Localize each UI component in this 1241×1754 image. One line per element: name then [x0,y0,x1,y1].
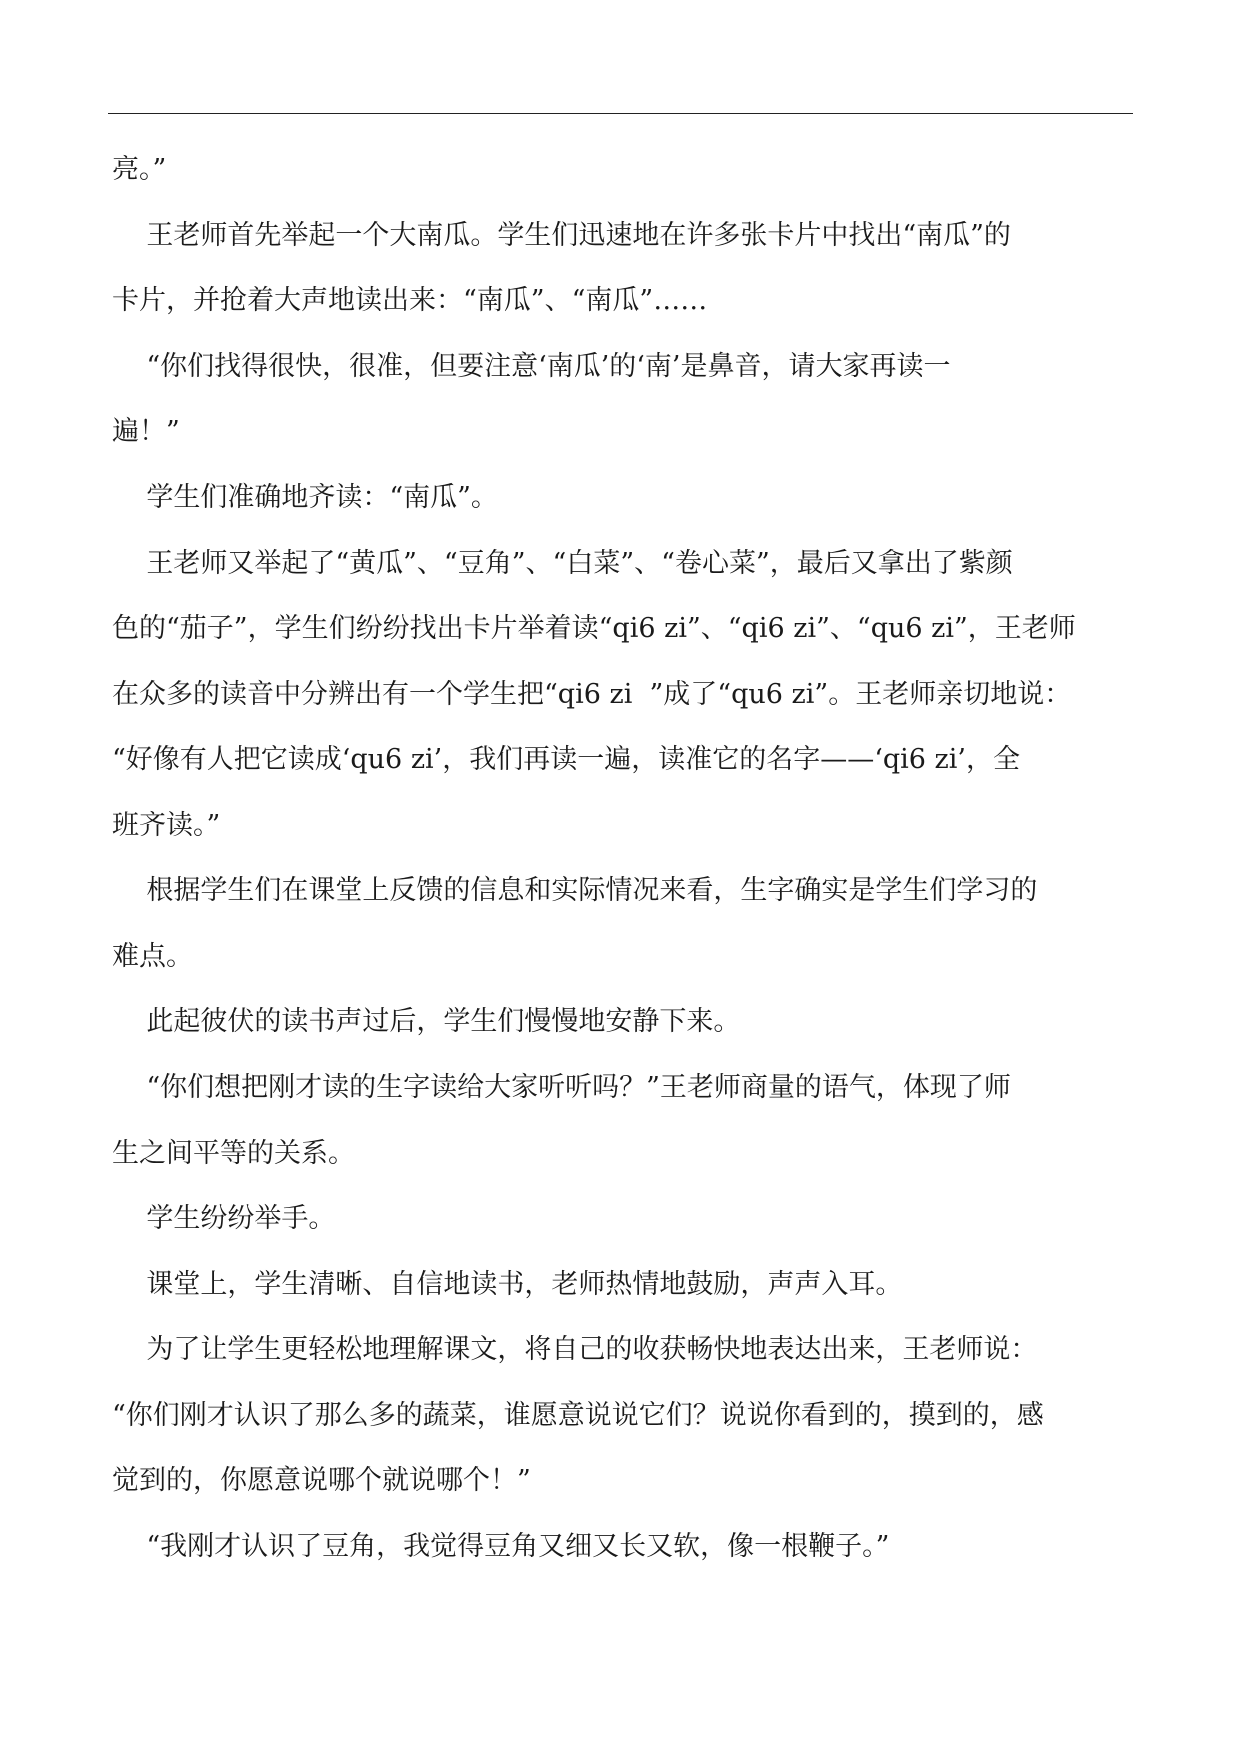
text-line: 为了让学生更轻松地理解课文，将自己的收获畅快地表达出来，王老师说： [112,1334,1038,1365]
text-line: 班齐读。” [112,810,221,841]
text-line: 生之间平等的关系。 [112,1138,355,1169]
text-line: 在众多的读音中分辨出有一个学生把“qi6 zi ”成了“qu6 zi”。王老师亲切地说： [112,679,1072,710]
text-line: 卡片，并抢着大声地读出来：“南瓜”、“南瓜”…… [112,285,708,316]
text-line: 根据学生们在课堂上反馈的信息和实际情况来看，生字确实是学生们学习的 [112,875,1038,906]
text-line: 王老师首先举起一个大南瓜。学生们迅速地在许多张卡片中找出“南瓜”的 [112,220,1011,251]
text-line: “我刚才认识了豆角，我觉得豆角又细又长又软，像一根鞭子。” [112,1531,890,1562]
text-line: 难点。 [112,941,193,972]
text-line: “你们想把刚才读的生字读给大家听听吗？”王老师商量的语气，体现了师 [112,1072,1011,1103]
text-line: 色的“茄子”，学生们纷纷找出卡片举着读“qi6 zi”、“qi6 zi”、“qu6 zi”，王老师 [112,613,1076,644]
text-line: 学生们准确地齐读：“南瓜”。 [112,482,498,513]
text-line: “你们找得很快，很准，但要注意‘南瓜’的‘南’是鼻音，请大家再读一 [112,351,951,382]
text-line: 亮。” [112,154,167,185]
header-rule [108,113,1133,114]
text-line: 课堂上，学生清晰、自信地读书，老师热情地鼓励，声声入耳。 [112,1269,903,1300]
text-line: 王老师又举起了“黄瓜”、“豆角”、“白菜”、“卷心菜”，最后又拿出了紫颜 [112,548,1013,579]
text-line: 觉到的，你愿意说哪个就说哪个！” [112,1465,531,1496]
text-line: “你们刚才认识了那么多的蔬菜，谁愿意说说它们？说说你看到的，摸到的，感 [112,1400,1044,1431]
text-line: 此起彼伏的读书声过后，学生们慢慢地安静下来。 [112,1006,741,1037]
text-line: 遍！” [112,416,180,447]
text-line: 学生纷纷举手。 [112,1203,336,1234]
text-line: “好像有人把它读成‘qu6 zi’，我们再读一遍，读准它的名字——‘qi6 zi’，全 [112,744,1020,775]
